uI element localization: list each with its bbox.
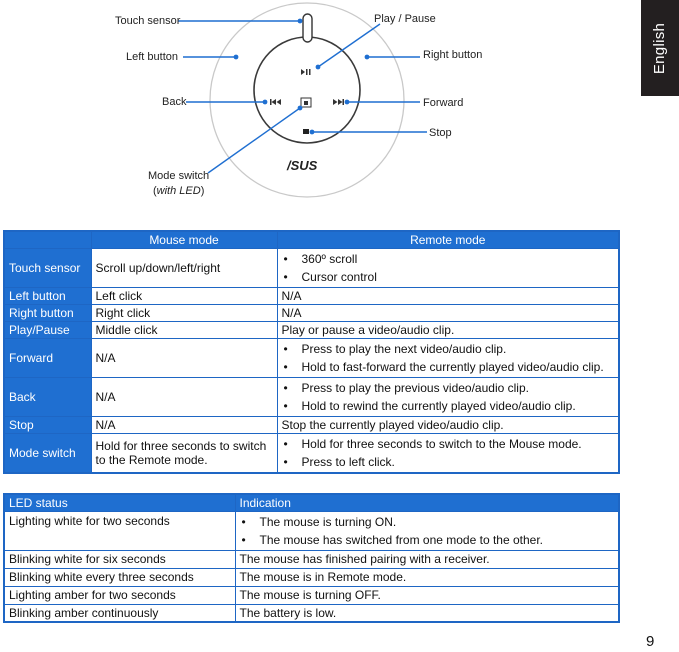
remote-mouse-diagram	[0, 0, 640, 215]
row-key: Forward	[4, 338, 91, 377]
mouse-cell: Right click	[91, 304, 277, 321]
table-row	[4, 511, 619, 550]
mouse-cell: N/A	[91, 416, 277, 433]
bullet-item: • Press to play the next video/audio clip.	[282, 341, 615, 357]
remote-cell: N/A	[277, 304, 619, 321]
label-left-button: Left button	[126, 51, 178, 63]
header-indication: Indication	[235, 494, 619, 511]
language-tab	[641, 0, 679, 96]
bullet-item: • Press to play the previous video/audio clip.	[282, 380, 615, 396]
row-key: Play/Pause	[4, 321, 91, 338]
indication-cell: The mouse is turning OFF.	[235, 586, 619, 604]
table-row	[4, 550, 619, 568]
button-pad	[254, 37, 360, 143]
table-row	[4, 304, 619, 321]
indication-cell: The mouse is in Remote mode.	[235, 568, 619, 586]
table-header-row	[4, 494, 619, 511]
bullet-item: • 360º scroll	[282, 251, 615, 267]
bullet-item: • The mouse is turning ON.	[240, 514, 615, 530]
table-row	[4, 321, 619, 338]
remote-cell: N/A	[277, 287, 619, 304]
led-status-cell: Lighting white for two seconds	[4, 511, 235, 550]
led-status-cell: Blinking white every three seconds	[4, 568, 235, 586]
table-row	[4, 416, 619, 433]
bullet-item: • Hold for three seconds to switch to the Mouse mode.	[282, 436, 615, 452]
table-row	[4, 586, 619, 604]
page-number: 9	[646, 633, 655, 650]
table-row	[4, 338, 619, 377]
led-status-cell: Blinking white for six seconds	[4, 550, 235, 568]
button-function-table	[3, 230, 620, 474]
table-header-row	[4, 231, 619, 248]
mouse-cell: Left click	[91, 287, 277, 304]
language-tab-label: English	[651, 22, 669, 74]
mouse-cell: N/A	[91, 338, 277, 377]
table-row	[4, 248, 619, 287]
mouse-cell: Hold for three seconds to switch to the Remote mode.	[91, 433, 277, 473]
remote-cell	[277, 433, 619, 473]
table-row	[4, 287, 619, 304]
label-mode-switch-note: (with LED)	[153, 185, 205, 197]
indication-cell: The battery is low.	[235, 604, 619, 622]
led-status-cell: Blinking amber continuously	[4, 604, 235, 622]
stop-icon	[303, 129, 309, 134]
row-key: Left button	[4, 287, 91, 304]
bullet-item: • Press to left click.	[282, 454, 615, 470]
mouse-cell: Middle click	[91, 321, 277, 338]
header-led-status: LED status	[4, 494, 235, 511]
device-illustration	[0, 0, 640, 215]
asus-logo: /SUS	[287, 158, 318, 173]
label-forward: Forward	[423, 97, 464, 109]
label-play-pause: Play / Pause	[374, 13, 436, 25]
bullet-item: • Cursor control	[282, 269, 615, 285]
row-key: Touch sensor	[4, 248, 91, 287]
mouse-cell: N/A	[91, 377, 277, 416]
indication-cell	[235, 511, 619, 550]
bullet-item: • The mouse has switched from one mode to the other.	[240, 532, 615, 548]
remote-cell	[277, 338, 619, 377]
label-right-button: Right button	[423, 49, 483, 61]
remote-cell: Play or pause a video/audio clip.	[277, 321, 619, 338]
label-back: Back	[162, 96, 187, 108]
table-row	[4, 568, 619, 586]
touch-sensor-shape	[303, 14, 312, 42]
bullet-item: • Hold to fast-forward the currently played video/audio clip.	[282, 359, 615, 375]
table-row	[4, 433, 619, 473]
remote-cell: Stop the currently played video/audio clip.	[277, 416, 619, 433]
row-key: Right button	[4, 304, 91, 321]
header-blank	[4, 231, 91, 248]
remote-cell	[277, 248, 619, 287]
row-key: Mode switch	[4, 433, 91, 473]
label-touch-sensor: Touch sensor	[115, 15, 181, 27]
led-status-cell: Lighting amber for two seconds	[4, 586, 235, 604]
bullet-item: • Hold to rewind the currently played video/audio clip.	[282, 398, 615, 414]
remote-cell	[277, 377, 619, 416]
label-mode-switch: Mode switch	[148, 170, 210, 182]
header-remote-mode: Remote mode	[277, 231, 619, 248]
table-row	[4, 377, 619, 416]
led-status-table	[3, 493, 620, 623]
row-key: Stop	[4, 416, 91, 433]
table-row	[4, 604, 619, 622]
mouse-cell: Scroll up/down/left/right	[91, 248, 277, 287]
indication-cell: The mouse has finished pairing with a receiver.	[235, 550, 619, 568]
label-stop: Stop	[429, 127, 452, 139]
row-key: Back	[4, 377, 91, 416]
header-mouse-mode: Mouse mode	[91, 231, 277, 248]
